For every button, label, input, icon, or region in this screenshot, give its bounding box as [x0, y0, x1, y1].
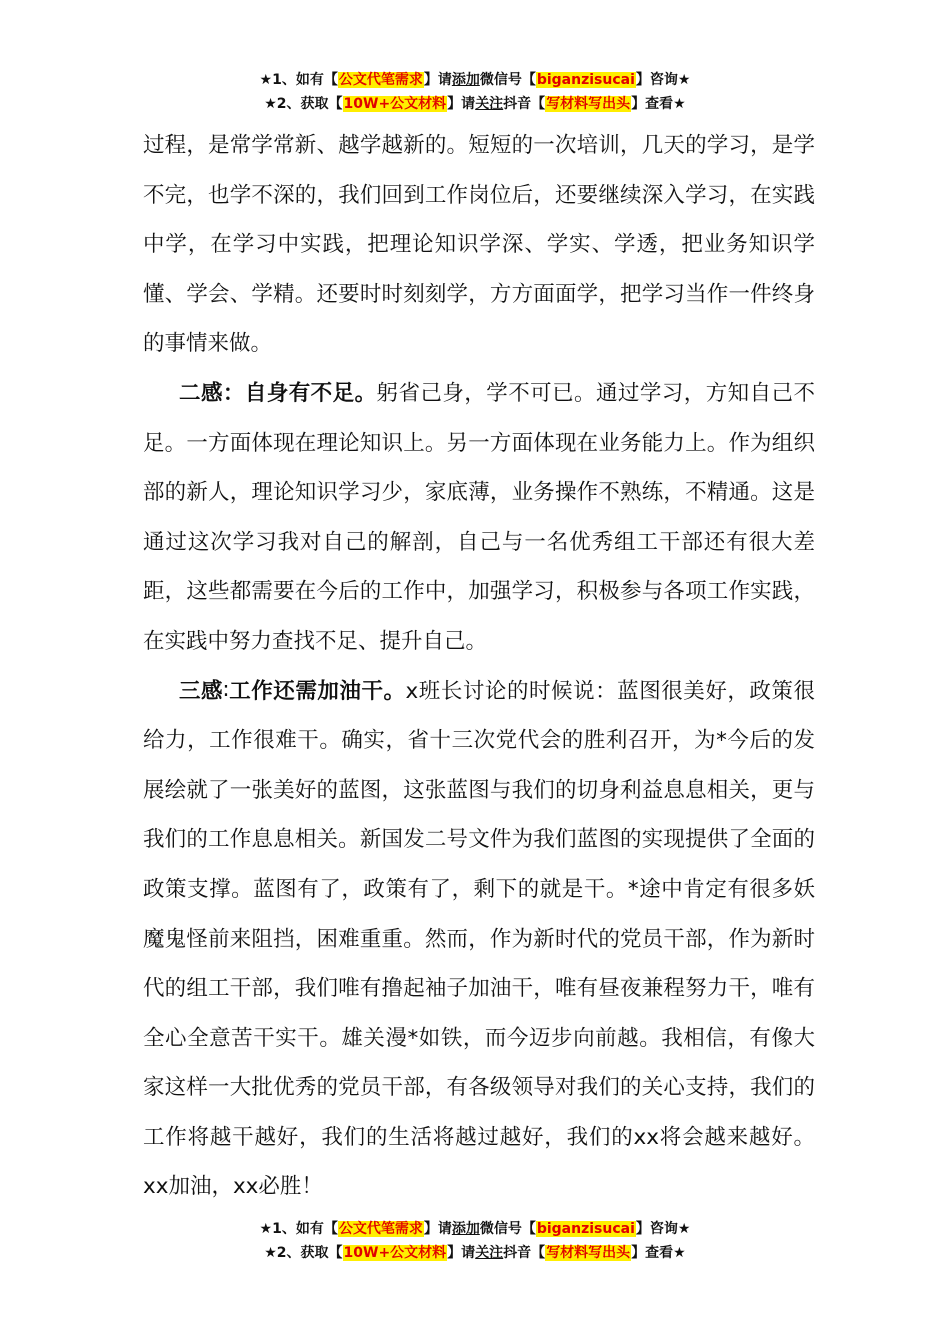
bottom-promo-banner — [0, 1217, 950, 1265]
section-heading-third-feeling: 三感∶工作还需加油干。 — [179, 678, 406, 704]
paragraph-second-feeling: 二感：自身有不足。躬省己身，学不可已。通过学习，方知自己不足。一方面体现在理论知识上。另一方面体现在业务能力上。作为组织部的新人，理论知识学习少，家底薄，业务操作不熟练，不精通。这是通过这次学习我对自己的解剖，自己与一名优秀组工干部还有很大差距，这些都需要在今后的工作中，加强学习，积极参与各项工作实践，在实践中努力查找不足、提升自己。 — [143, 380, 815, 654]
promo-line-2: ★2、获取【10W+公文材料】请关注抖音【写材料写出头】查看★ — [264, 96, 686, 112]
promo-highlight-wechat-id: biganzisucai — [536, 72, 635, 88]
document-body — [143, 121, 815, 1212]
paragraph-third-feeling: 三感∶工作还需加油干。x班长讨论的时候说：蓝图很美好，政策很给力，工作很难干。确实，省十三次党代会的胜利召开，为*今后的发展绘就了一张美好的蓝图，这张蓝图与我们的切身利益息息相关，更与我们的工作息息相关。新国发二号文件为我们蓝图的实现提供了全面的政策支撑。蓝图有了，政策有了，剩下的就是干。*途中肯定有很多妖魔鬼怪前来阻挡，困难重重。然而，作为新时代的党员干部，作为新时代的组工干部，我们唯有撸起袖子加油干，唯有昼夜兼程努力干，唯有全心全意苦干实干。雄关漫*如铁，而今迈步向前越。我相信，有像大家这样一大批优秀的党员干部，有各级领导对我们的关心支持，我们的工作将越干越好，我们的生活将越过越好，我们的xx将会越来越好。xx加油，xx必胜！ — [143, 678, 815, 1200]
promo-highlight-materials: 10W+公文材料 — [343, 1245, 447, 1261]
paragraph-continuation: 过程，是常学常新、越学越新的。短短的一次培训，几天的学习，是学不完，也学不深的，我们回到工作岗位后，还要继续深入学习，在实践中学，在学习中实践，把理论知识学深、学实、学透，把业务知识学懂、学会、学精。还要时时刻刻学，方方面面学，把学习当作一件终身的事情来做。 — [143, 133, 815, 357]
section-heading-second-feeling: 二感：自身有不足。 — [179, 380, 377, 406]
promo-highlight-materials: 10W+公文材料 — [343, 96, 447, 112]
promo-line-1: ★1、如有【公文代笔需求】请添加微信号【biganzisucai】咨询★ — [259, 72, 691, 88]
promo-highlight-douyin-account: 写材料写出头 — [546, 96, 631, 112]
promo-highlight-writing-service: 公文代笔需求 — [338, 72, 423, 88]
top-promo-banner — [0, 68, 950, 116]
promo-line-1: ★1、如有【公文代笔需求】请添加微信号【biganzisucai】咨询★ — [259, 1221, 691, 1237]
promo-line-2: ★2、获取【10W+公文材料】请关注抖音【写材料写出头】查看★ — [264, 1245, 686, 1261]
promo-highlight-writing-service: 公文代笔需求 — [338, 1221, 423, 1237]
promo-highlight-wechat-id: biganzisucai — [536, 1221, 635, 1237]
promo-highlight-douyin-account: 写材料写出头 — [546, 1245, 631, 1261]
